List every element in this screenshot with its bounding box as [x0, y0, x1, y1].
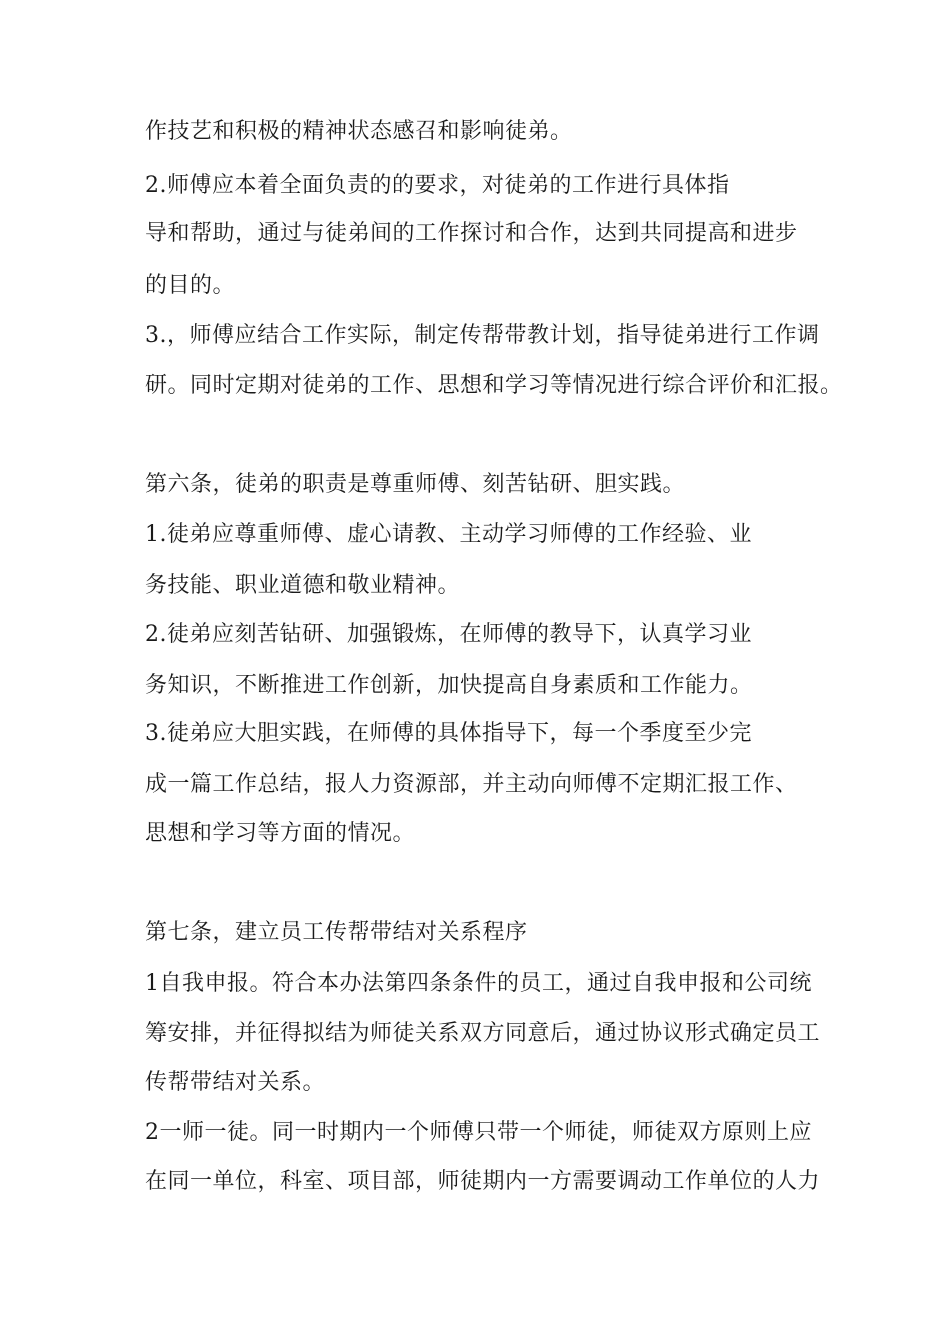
text-line-19: 2一师一徒。同一时期内一个师傅只带一个师徒，师徒双方原则上应	[145, 1120, 812, 1145]
text-line-8: 1.徒弟应尊重师傅、虚心请教、主动学习师傅的工作经验、业	[145, 522, 752, 547]
text-line-3: 导和帮助，通过与徒弟间的工作探讨和合作，达到共同提高和进步	[145, 221, 798, 246]
text-line-2: 2.师傅应本着全面负责的的要求，对徒弟的工作进行具体指	[145, 173, 730, 198]
text-line-13: 成一篇工作总结，报人力资源部，并主动向师傅不定期汇报工作、	[145, 772, 798, 797]
text-line-12: 3.徒弟应大胆实践，在师傅的具体指导下，每一个季度至少完	[145, 721, 752, 746]
text-line-1: 作技艺和积极的精神状态感召和影响徒弟。	[145, 119, 573, 144]
text-line-11: 务知识，不断推进工作创新，加快提高自身素质和工作能力。	[145, 673, 753, 698]
text-line-4: 的目的。	[145, 273, 236, 298]
text-line-9: 务技能、职业道德和敬业精神。	[145, 573, 461, 598]
text-line-10: 2.徒弟应刻苦钻研、加强锻炼，在师傅的教导下，认真学习业	[145, 622, 752, 647]
article-6-heading: 第六条，徒弟的职责是尊重师傅、刻苦钻研、胆实践。	[145, 472, 686, 497]
text-line-14: 思想和学习等方面的情况。	[145, 821, 416, 846]
text-line-18: 传帮带结对关系。	[145, 1070, 326, 1095]
text-line-16: 1自我申报。符合本办法第四条条件的员工，通过自我申报和公司统	[145, 971, 812, 996]
text-line-20: 在同一单位，科室、项目部，师徒期内一方需要调动工作单位的人力	[145, 1169, 821, 1194]
text-line-6: 研。同时定期对徒弟的工作、思想和学习等情况进行综合评价和汇报。	[145, 373, 843, 398]
text-line-5: 3.，师傅应结合工作实际，制定传帮带教计划，指导徒弟进行工作调	[145, 323, 820, 348]
article-7-heading: 第七条，建立员工传帮带结对关系程序	[145, 920, 528, 945]
text-line-17: 筹安排，并征得拟结为师徒关系双方同意后，通过协议形式确定员工	[145, 1021, 821, 1046]
